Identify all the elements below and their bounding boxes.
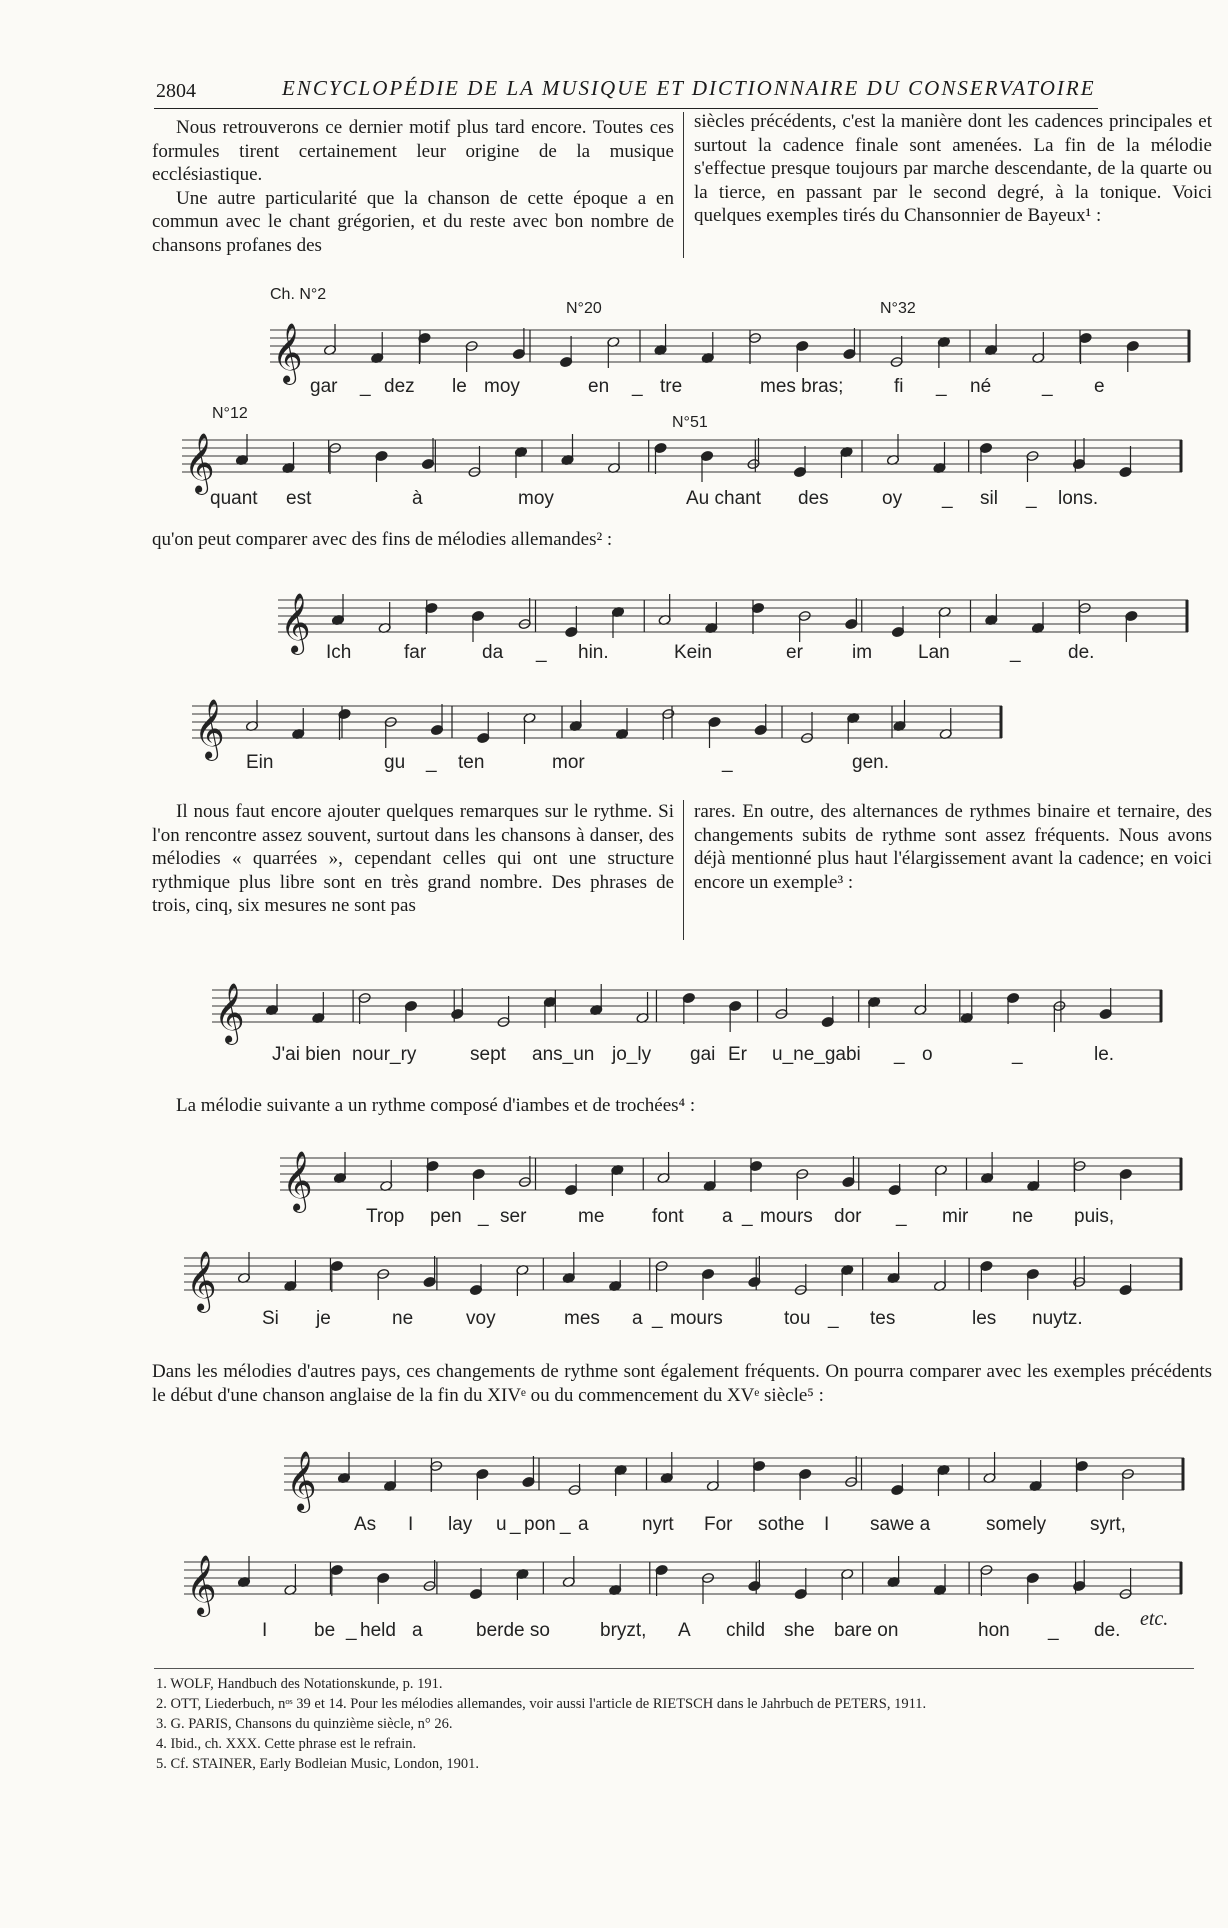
treble-clef-icon: 𝄞 bbox=[280, 593, 311, 653]
lyric: font bbox=[652, 1206, 684, 1227]
music-staff bbox=[184, 1548, 1182, 1615]
lyric: far bbox=[404, 642, 427, 663]
lyric: ne bbox=[392, 1308, 414, 1329]
paragraph: Dans les mélodies d'autres pays, ces changements de rythme sont également fréquents. On pourra comparer avec les exemples précédents le début d'une chanson anglaise de la fin du XIVᵉ ou du commencement du XVᵉ siècle⁵ : bbox=[152, 1361, 1212, 1406]
lyric: _ bbox=[1012, 1044, 1023, 1065]
lyric: puis, bbox=[1074, 1206, 1115, 1227]
example-label: N°32 bbox=[880, 300, 916, 317]
footnote: 1. WOLF, Handbuch des Notationskunde, p. 191. bbox=[156, 1676, 443, 1692]
lyric: gar bbox=[310, 376, 338, 397]
lyric: _ bbox=[1010, 642, 1021, 663]
paragraph: Il nous faut encore ajouter quelques remarques sur le rythme. Si l'on rencontre assez souvent, surtout dans les chansons à danser, des mélodies « quarrées », cependant celles qui ont une structure rythmique plus libre sont en très grand nombre. Des phrases de trois, cinq, six mesures ne sont pas bbox=[152, 801, 674, 916]
lyric: _ bbox=[936, 376, 947, 397]
lyric: pen bbox=[430, 1206, 462, 1227]
treble-clef-icon: 𝄞 bbox=[214, 983, 245, 1043]
lyric: be bbox=[314, 1620, 336, 1641]
lyric: o bbox=[922, 1044, 933, 1065]
lyric: a bbox=[722, 1206, 733, 1227]
lyric: bare on bbox=[834, 1620, 899, 1641]
lyric: _ bbox=[510, 1514, 521, 1535]
lyric: lons. bbox=[1058, 488, 1099, 509]
lyric: _ bbox=[478, 1206, 489, 1227]
lyric: nyrt bbox=[642, 1514, 674, 1535]
lyric: syrt, bbox=[1090, 1514, 1126, 1535]
treble-clef-icon: 𝄞 bbox=[282, 1151, 313, 1211]
lyric: mir bbox=[942, 1206, 969, 1227]
lyric: a bbox=[412, 1620, 423, 1641]
lyric: mes bras; bbox=[760, 376, 844, 397]
lyric: da bbox=[482, 642, 504, 663]
lyric: Kein bbox=[674, 642, 713, 663]
music-staff bbox=[212, 976, 1162, 1043]
lyric: _ bbox=[742, 1206, 753, 1227]
text-line: La mélodie suivante a un rythme composé d'iambes et de trochées⁴ : bbox=[176, 1095, 696, 1116]
lyric: ser bbox=[500, 1206, 527, 1227]
lyric: e bbox=[1094, 376, 1105, 397]
header-rule bbox=[154, 108, 1098, 109]
text-line: qu'on peut comparer avec des fins de mélodies allemandes² : bbox=[152, 529, 613, 550]
top-right-column bbox=[694, 110, 1212, 228]
lyric: u_ne_gabi bbox=[772, 1044, 861, 1065]
paragraph: rares. En outre, des alternances de rythmes binaire et ternaire, des changements subits de rythme sont assez fréquents. Nous avons déjà mentionné plus haut l'élargissement avant la cadence; en voici encore un exemple³ : bbox=[694, 801, 1212, 893]
lyric: je bbox=[316, 1308, 331, 1329]
lyric: Trop bbox=[366, 1206, 405, 1227]
lyric: As bbox=[354, 1514, 377, 1535]
lyric: ne bbox=[1012, 1206, 1034, 1227]
lyric: sil bbox=[980, 488, 998, 509]
lyric: fi bbox=[894, 376, 904, 397]
lyric: gen. bbox=[852, 752, 889, 773]
lyric: _ bbox=[1026, 488, 1037, 509]
lyric: _ bbox=[942, 488, 953, 509]
lyric: _ bbox=[560, 1514, 571, 1535]
example-label: N°20 bbox=[566, 300, 602, 317]
lyric: gu bbox=[384, 752, 406, 773]
lyric: For bbox=[704, 1514, 733, 1535]
lyric: de. bbox=[1068, 642, 1095, 663]
lyric: quant bbox=[210, 488, 258, 509]
lyric: me bbox=[578, 1206, 605, 1227]
lyric: voy bbox=[466, 1308, 496, 1329]
lyric: mours bbox=[670, 1308, 723, 1329]
lyric: Ein bbox=[246, 752, 274, 773]
lyric: hin. bbox=[578, 642, 609, 663]
lyric: ten bbox=[458, 752, 485, 773]
footnote: 4. Ibid., ch. XXX. Cette phrase est le refrain. bbox=[156, 1736, 417, 1752]
treble-clef-icon: 𝄞 bbox=[186, 1555, 217, 1615]
music-staff bbox=[182, 426, 1182, 493]
lyric: child bbox=[726, 1620, 766, 1641]
column-divider bbox=[683, 800, 684, 940]
lyric: nuytz. bbox=[1032, 1308, 1083, 1329]
lyric: mor bbox=[552, 752, 585, 773]
footnote: 2. OTT, Liederbuch, nᵒˢ 39 et 14. Pour les mélodies allemandes, voir aussi l'article de RIETSCH dans le Jahrbuch de PETERS, 1911. bbox=[156, 1696, 927, 1712]
lyric: _ bbox=[1042, 376, 1053, 397]
lyric: u bbox=[496, 1514, 507, 1535]
lyric: bryzt, bbox=[600, 1620, 647, 1641]
lyric: en bbox=[588, 376, 610, 397]
lyric: Lan bbox=[918, 642, 950, 663]
example-label: N°12 bbox=[212, 405, 248, 422]
lyric: _ bbox=[652, 1308, 663, 1329]
lyric: Si bbox=[262, 1308, 279, 1329]
lyric: A bbox=[678, 1620, 691, 1641]
lyric: moy bbox=[518, 488, 554, 509]
lyric: lay bbox=[448, 1514, 473, 1535]
lyric: berde so bbox=[476, 1620, 550, 1641]
lyric: a bbox=[632, 1308, 643, 1329]
mid-left-column bbox=[152, 800, 674, 918]
lyric: _ bbox=[828, 1308, 839, 1329]
treble-clef-icon: 𝄞 bbox=[184, 433, 215, 493]
lyric: tre bbox=[660, 376, 683, 397]
lyric: _ bbox=[632, 376, 643, 397]
lyric: mes bbox=[564, 1308, 600, 1329]
paragraph: Nous retrouverons ce dernier motif plus tard encore. Toutes ces formules tirent certainement leur origine de la musique ecclésiastique. bbox=[152, 117, 674, 185]
lyric: pon bbox=[524, 1514, 556, 1535]
lyric: a bbox=[578, 1514, 589, 1535]
footnote-rule bbox=[154, 1668, 1194, 1669]
lyric: tou bbox=[784, 1308, 811, 1329]
footnote: 5. Cf. STAINER, Early Bodleian Music, London, 1901. bbox=[156, 1756, 480, 1772]
lyric: _ bbox=[536, 642, 547, 663]
lyric: de. bbox=[1094, 1620, 1121, 1641]
paragraph: siècles précédents, c'est la manière dont les cadences principales et surtout la cadence finale sont amenées. La fin de la mélodie s'effectue presque toujours par marche descendante, de la quarte ou la tierce, en passant par le second degré, à la tonique. Voici quelques exemples tirés du Chansonnier de Bayeux¹ : bbox=[694, 111, 1212, 226]
lyric: dor bbox=[834, 1206, 862, 1227]
treble-clef-icon: 𝄞 bbox=[272, 323, 303, 383]
lyric: _ bbox=[896, 1206, 907, 1227]
example-label: Ch. N°2 bbox=[270, 286, 327, 303]
paragraph: Une autre particularité que la chanson de cette époque a en commun avec le chant grégorien, et du reste avec bon nombre de chansons profanes des bbox=[152, 187, 674, 256]
treble-clef-icon: 𝄞 bbox=[286, 1451, 317, 1511]
lyric: er bbox=[786, 642, 803, 663]
music-staff bbox=[192, 692, 1002, 759]
treble-clef-icon: 𝄞 bbox=[186, 1251, 217, 1311]
lyric: I bbox=[824, 1514, 830, 1535]
lyric: oy bbox=[882, 488, 903, 509]
lyric: im bbox=[852, 642, 873, 663]
music-staff bbox=[284, 1444, 1184, 1511]
lyric: _ bbox=[722, 752, 733, 773]
lyric: des bbox=[798, 488, 829, 509]
lyric: J'ai bien bbox=[272, 1044, 342, 1065]
etc-mark: etc. bbox=[1140, 1608, 1169, 1630]
lyric: est bbox=[286, 488, 312, 509]
lyric: nour_ry bbox=[352, 1044, 417, 1065]
lyric: Ich bbox=[326, 642, 352, 663]
music-staff bbox=[270, 316, 1190, 383]
mid-right-column bbox=[694, 800, 1212, 894]
lyric: jo_ly bbox=[612, 1044, 652, 1065]
music-staff bbox=[280, 1144, 1182, 1211]
music-staff bbox=[184, 1244, 1182, 1311]
lyric: _ bbox=[346, 1620, 357, 1641]
lyric: les bbox=[972, 1308, 997, 1329]
lyric: le. bbox=[1094, 1044, 1115, 1065]
top-left-column bbox=[152, 116, 674, 257]
lyric: né bbox=[970, 376, 992, 397]
lyric: _ bbox=[360, 376, 371, 397]
lyric: ans_un bbox=[532, 1044, 595, 1065]
lyric: _ bbox=[426, 752, 437, 773]
lyric: somely bbox=[986, 1514, 1047, 1535]
lyric: I bbox=[262, 1620, 268, 1641]
lyric: gai bbox=[690, 1044, 716, 1065]
page-number: 2804 bbox=[156, 80, 196, 102]
lyric: sept bbox=[470, 1044, 506, 1065]
lyric: tes bbox=[870, 1308, 896, 1329]
lyric: _ bbox=[1048, 1620, 1059, 1641]
lyric: sawe a bbox=[870, 1514, 931, 1535]
lyric: mours bbox=[760, 1206, 813, 1227]
lyric: hon bbox=[978, 1620, 1010, 1641]
lyric: moy bbox=[484, 376, 520, 397]
lyric: held bbox=[360, 1620, 396, 1641]
lyric: _ bbox=[894, 1044, 905, 1065]
lyric: dez bbox=[384, 376, 415, 397]
lyric: she bbox=[784, 1620, 815, 1641]
lyric: à bbox=[412, 488, 423, 509]
footnote: 3. G. PARIS, Chansons du quinzième siècle, n° 26. bbox=[156, 1716, 453, 1732]
page-header bbox=[0, 74, 1228, 114]
lyric: le bbox=[452, 376, 467, 397]
lyric: Er bbox=[728, 1044, 747, 1065]
lyric: I bbox=[408, 1514, 414, 1535]
column-divider bbox=[683, 112, 684, 258]
running-title: ENCYCLOPÉDIE DE LA MUSIQUE ET DICTIONNAIRE DU CONSERVATOIRE bbox=[282, 76, 1096, 100]
lyric: Au chant bbox=[686, 488, 761, 509]
lyric: sothe bbox=[758, 1514, 805, 1535]
example-label: N°51 bbox=[672, 414, 708, 431]
treble-clef-icon: 𝄞 bbox=[194, 699, 225, 759]
